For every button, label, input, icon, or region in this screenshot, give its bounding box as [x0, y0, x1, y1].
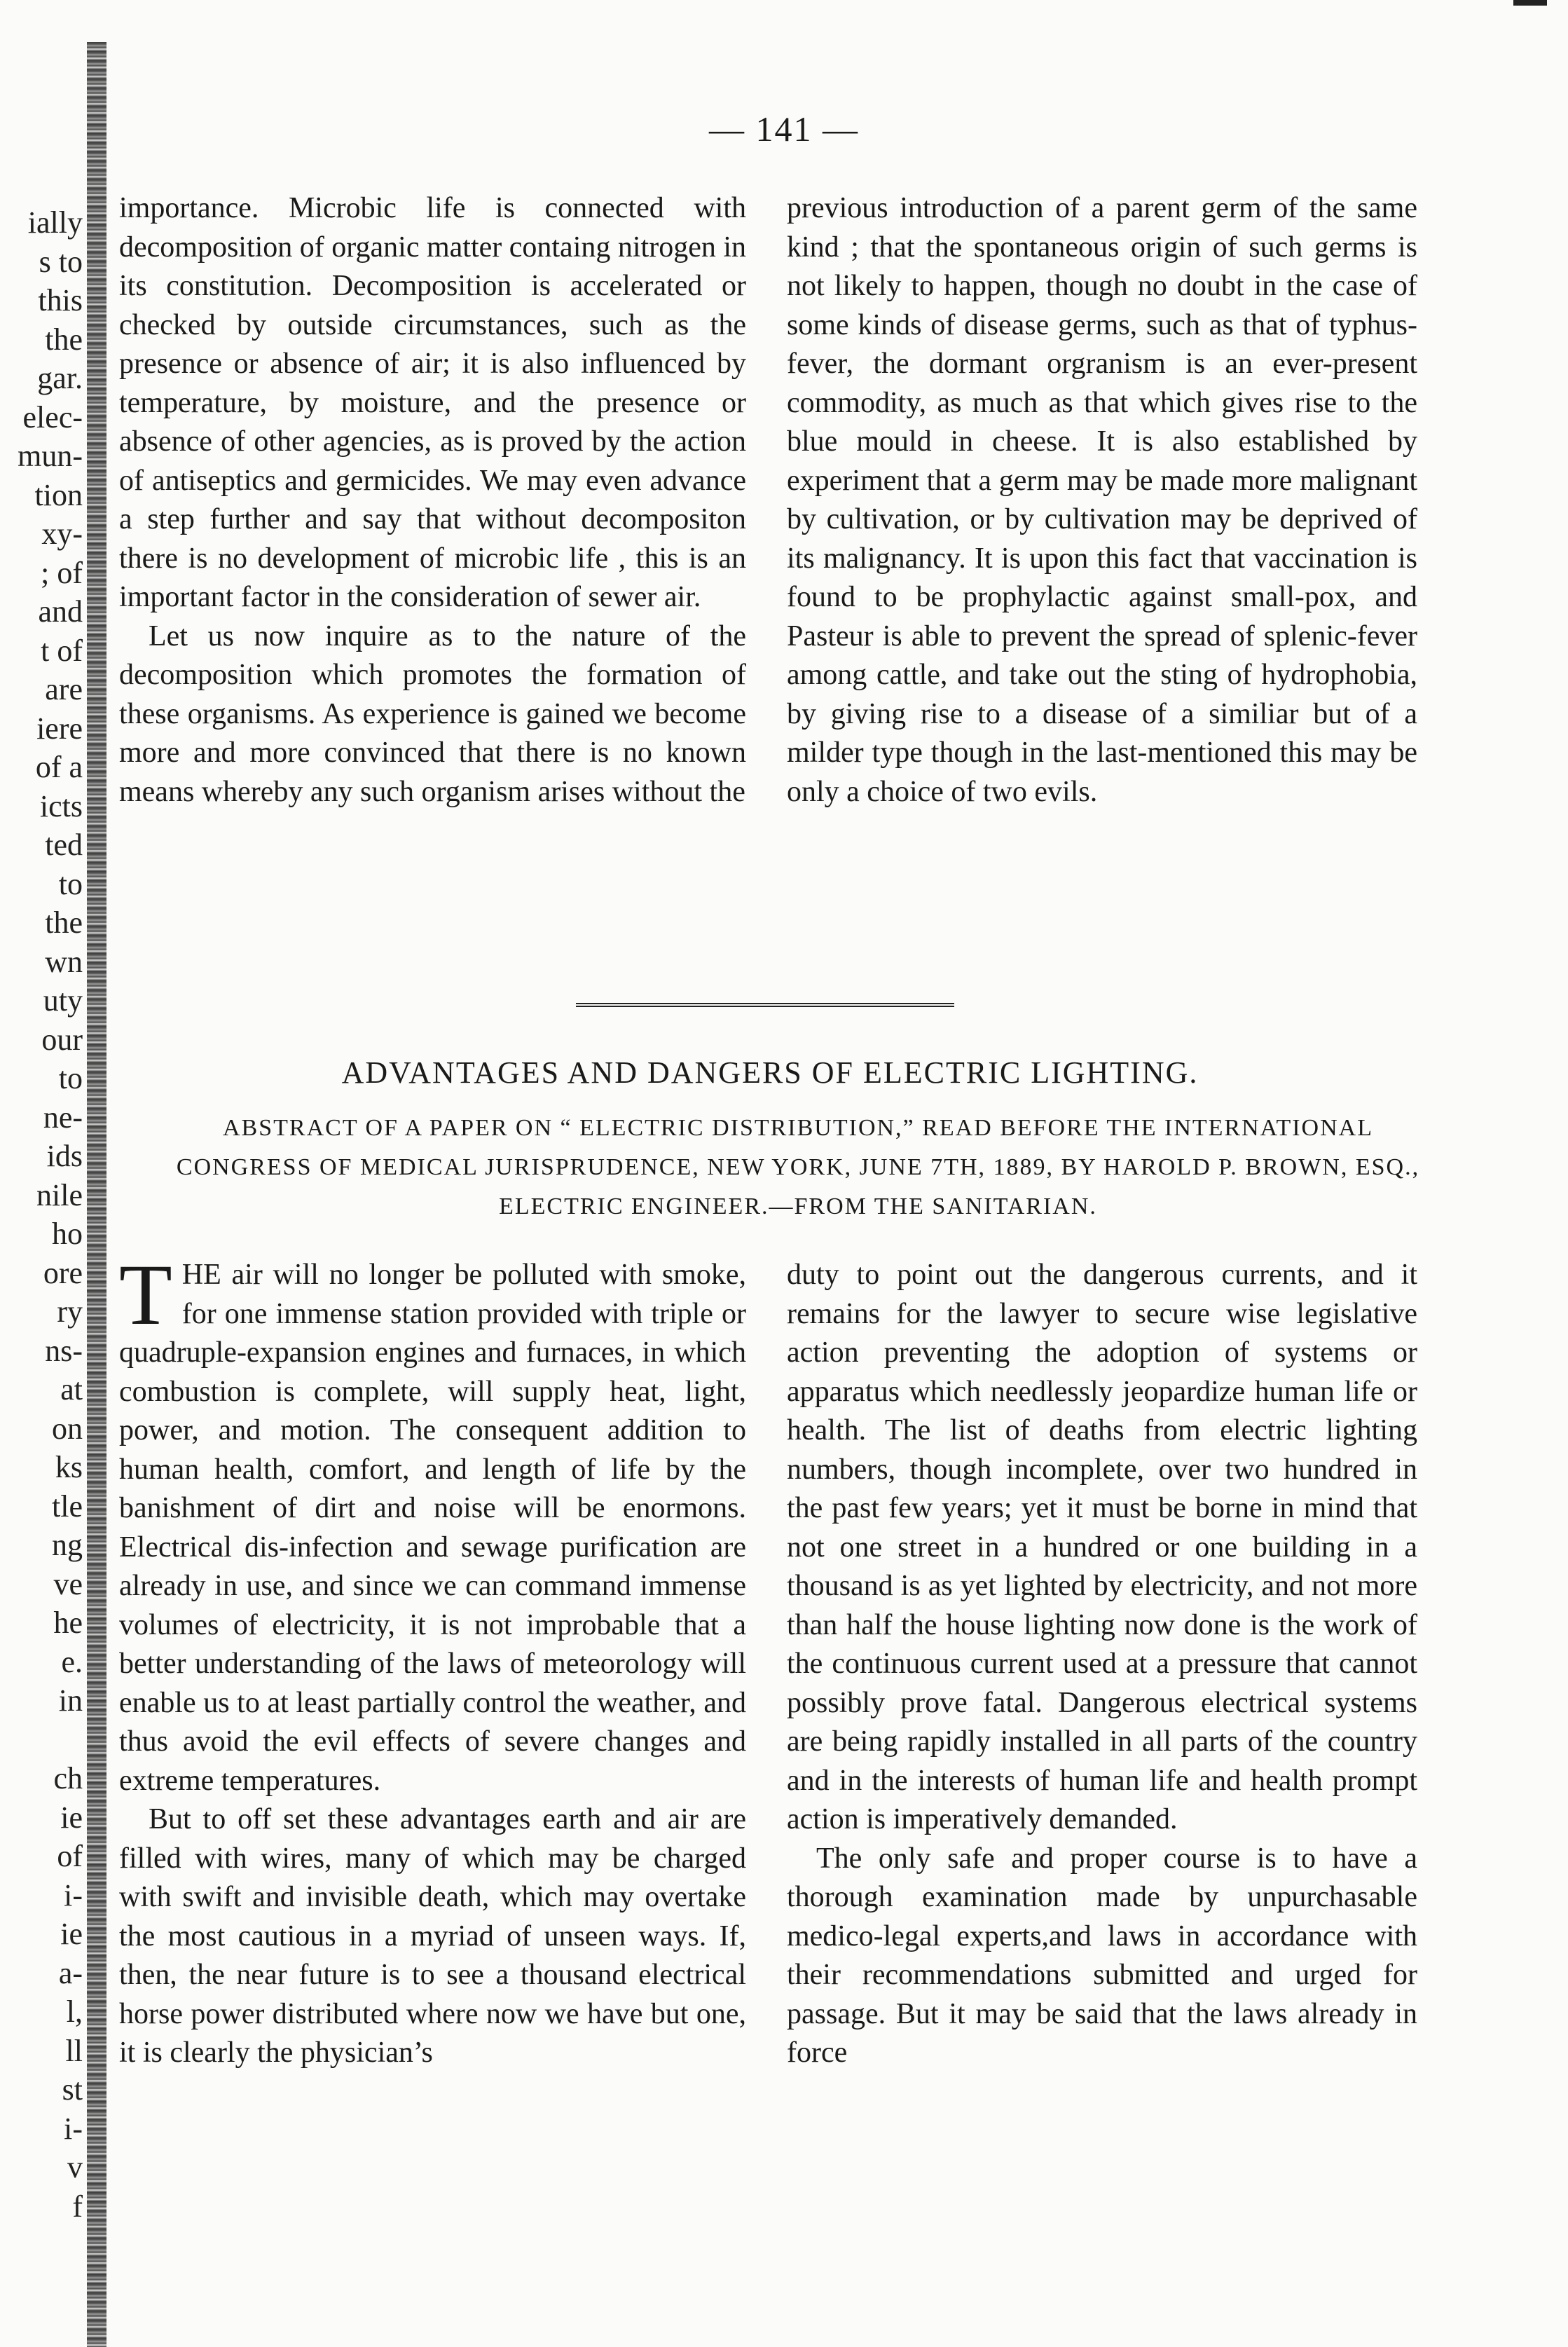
fragment-line: st	[62, 2072, 83, 2107]
fragment-line: ns-	[45, 1333, 83, 1368]
fragment-line: ids	[46, 1139, 83, 1173]
fragment-line: ch	[53, 1761, 83, 1795]
fragment-line: v	[67, 2150, 83, 2184]
fragment-line: the	[45, 905, 83, 940]
paragraph: Let us now inquire as to the nature of the decomposition which promotes the formation of these organisms. As experience is gained we become more and more convinced that there is no known means whereby any such organism arises without the	[119, 620, 746, 808]
fragment-line: tion	[34, 477, 83, 512]
fragment-line: i-	[64, 2111, 83, 2146]
article-left-column	[119, 1247, 746, 2073]
paragraph: previous introduction of a parent germ of the same kind ; that the spontaneous origin of such germs is not likely to happen, though no doubt in the case of some kinds of disease germs, such as that of typhus-fever, the dormant orgranism is an ever-present commodity, as much as that which gives rise to the blue mould in cheese. It is also established by experiment that a germ may be made more malignant by cultivation, or by cultivation may be deprived of its malignancy. It is upon this fact that vaccination is found to be prophylactic against small-pox, and Pasteur is able to prevent the spread of splenic-fever among cattle, and take out the sting of hydrophobia, by giving rise to a disease of a similiar but of a milder type though in the last-mentioned this may be only a choice of two evils.	[787, 192, 1417, 808]
fragment-line: xy-	[41, 516, 83, 551]
corner-rule	[1513, 0, 1547, 6]
top-left-column	[119, 189, 746, 812]
fragment-line: on	[52, 1411, 83, 1446]
page-number: — 141 —	[709, 109, 859, 149]
fragment-line: the	[45, 322, 83, 357]
fragment-line: a-	[58, 1955, 83, 1990]
fragment-line: ie	[60, 1917, 83, 1951]
fragment-line: e.	[61, 1644, 83, 1679]
fragment-line: i-	[64, 1877, 83, 1913]
paragraph	[119, 1247, 746, 1800]
fragment-line: ially	[27, 205, 83, 240]
article-title: ADVANTAGES AND DANGERS OF ELECTRIC LIGHTING.	[341, 1055, 1199, 1090]
fragment-line: he	[53, 1606, 83, 1640]
paragraph: importance. Microbic life is connected with decomposition of organic matter containg nitrogen in its constitution. Decomposition is accelerated or checked by outside circumstances, such as the presence or absence of air; it is also influenced by temperature, by moisture, and the presence or absence of other agencies, as is proved by the action of antiseptics and germicides. We may even advance a step further and say that without decompositon there is no development of microbic life , this is an important factor in the consideration of sewer air.	[119, 192, 747, 613]
top-right-column	[787, 189, 1417, 812]
fragment-line: are	[45, 672, 83, 706]
fragment-line: ted	[45, 828, 83, 862]
article-subtitle: ABSTRACT OF A PAPER ON “ ELECTRIC DISTRIBUTION,” READ BEFORE THE INTERNATIONAL CONGRESS OF MEDICAL JURISPRUDENCE, NEW YORK, JUNE 7TH, 1889, BY HAROLD P. BROWN, ESQ., ELECTRIC ENGINEER.—FROM THE SANITARIAN.	[176, 1115, 1420, 1219]
fragment-line: ll	[65, 2033, 83, 2068]
fragment-line: at	[60, 1372, 83, 1407]
dropcap: T	[119, 1247, 172, 1343]
fragment-line: wn	[45, 944, 83, 979]
fragment-line: s to	[39, 244, 83, 279]
fragment-line: iere	[36, 711, 83, 746]
fragment-line: this	[38, 283, 83, 317]
fragment-line: t of	[41, 633, 83, 668]
fragment-line: ry	[57, 1294, 83, 1329]
fragment-line: tle	[52, 1489, 83, 1524]
fragment-line: nile	[36, 1177, 83, 1212]
fragment-line: ; of	[41, 555, 83, 590]
fragment-line: gar.	[37, 361, 83, 395]
paragraph: duty to point out the dangerous currents, and it remains for the lawyer to secure wise legislative action preventing the adoption of systems or apparatus which needlessly jeopardize human life or health. The list of deaths from electric lighting numbers, though incomplete, over two hundred in the past few years; yet it must be borne in mind that not one street in a hundred or one building in a thousand is as yet lighted by electricity, and not more than half the house lighting now done is the work of the continuous current used at a pressure that cannot possibly prove fatal. Dangerous electrical systems are being rapidly installed in all parts of the country and in the interests of human life and health prompt action is imperatively demanded.	[787, 1259, 1417, 1835]
fragment-line: l,	[66, 1994, 83, 2029]
fragment-line: and	[38, 594, 83, 629]
page-binding-edge	[87, 42, 106, 2347]
fragment-line: icts	[39, 788, 83, 823]
fragment-line: of a	[35, 750, 83, 784]
fragment-line: our	[41, 1022, 83, 1057]
fragment-line: in	[58, 1683, 83, 1718]
paragraph: But to off set these advantages earth and air are filled with wires, many of which may be charged with swift and invisible death, which may overtake the most cautious in a myriad of unseen ways. If, then, the near future is to see a thousand electrical horse power distributed where now we have but one, it is clearly the physician’s	[119, 1803, 746, 2069]
fragment-line: of	[57, 1839, 83, 1873]
fragment-line: f	[72, 2189, 83, 2224]
section-divider	[576, 1003, 954, 1007]
paragraph: The only safe and proper course is to have a thorough examination made by unpurchasable medico-legal experts,and laws in accordance with their recommendations submitted and urged for passage. But it may be said that the laws already in force	[787, 1842, 1417, 2069]
adjacent-page-fragments	[0, 203, 83, 2226]
fragment-line: to	[58, 1061, 83, 1095]
paragraph-text: HE air will no longer be polluted with smoke, for one immense station provided with triple or quadruple-expansion engines and furnaces, in which combustion is complete, will supply heat, light, power, and motion. The consequent addition to human health, comfort, and length of life by the banishment of dirt and noise will be enormons. Electrical dis-infection and sewage purification are already in use, and since we can command immense volumes of electricity, it is not improbable that a better understanding of the laws of meteorology will enable us to at least partially control the weather, and thus avoid the evil effects of severe changes and extreme temperatures.	[119, 1259, 746, 1797]
article-right-column	[787, 1256, 1417, 2073]
fragment-line	[0, 1720, 83, 1760]
fragment-line: ks	[55, 1450, 83, 1484]
fragment-line: elec-	[22, 399, 83, 434]
fragment-line: ne-	[43, 1100, 83, 1135]
fragment-line: ve	[53, 1566, 83, 1601]
fragment-line: ho	[52, 1217, 83, 1251]
fragment-line: ie	[60, 1800, 83, 1835]
fragment-line: ore	[43, 1255, 83, 1290]
fragment-line: mun-	[18, 439, 83, 473]
fragment-line: to	[58, 866, 83, 901]
fragment-line: uty	[43, 983, 83, 1018]
fragment-line: ng	[52, 1528, 83, 1562]
